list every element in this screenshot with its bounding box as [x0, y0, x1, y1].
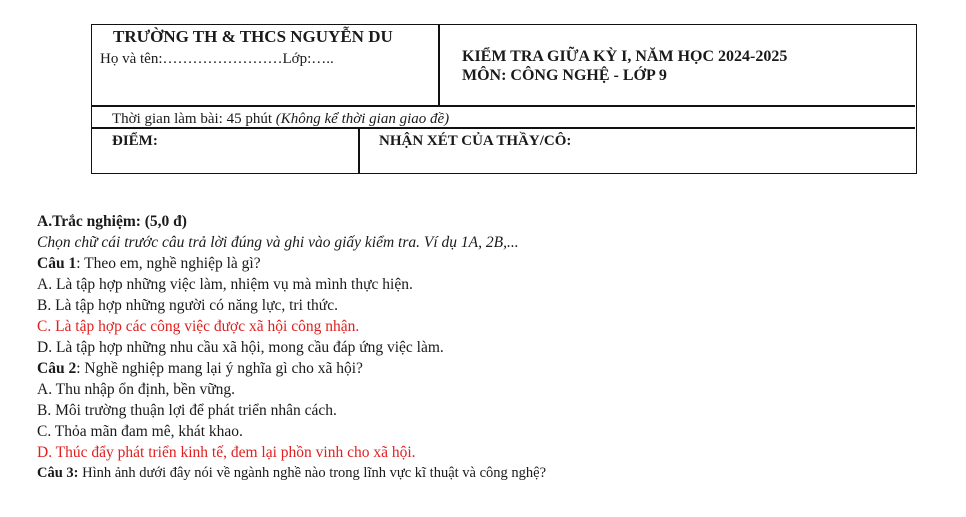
exam-content [37, 211, 546, 484]
time-allowed-note: (Không kể thời gian giao đề) [275, 111, 450, 127]
question-3 [37, 463, 546, 484]
question-2-option-c: C. Thỏa mãn đam mê, khát khao. [37, 423, 243, 440]
question-2-option-a: A. Thu nhập ổn định, bền vững. [37, 381, 235, 398]
exam-title: KIỂM TRA GIỮA KỲ I, NĂM HỌC 2024-2025 [462, 48, 788, 65]
exam-header-table [91, 24, 917, 174]
question-2-label: Câu 2 [37, 360, 77, 377]
header-divider-vertical-bottom [358, 127, 360, 173]
section-instruction: Chọn chữ cái trước câu trả lời đúng và ghi vào giấy kiểm tra. Ví dụ 1A, 2B,... [37, 234, 519, 251]
exam-subject: MÔN: CÔNG NGHỆ - LỚP 9 [462, 67, 667, 84]
question-1-text: : Theo em, nghề nghiệp là gì? [76, 255, 261, 272]
header-divider-horizontal-1 [92, 105, 915, 107]
question-2-option-d: D. Thúc đẩy phát triển kinh tế, đem lại phồn vinh cho xã hội. [37, 444, 416, 461]
question-3-text: Hình ảnh dưới đây nói về ngành nghề nào trong lĩnh vực kĩ thuật và công nghệ? [78, 465, 547, 481]
question-1-option-b: B. Là tập hợp những người có năng lực, tri thức. [37, 297, 338, 314]
question-3-label: Câu 3: [37, 465, 79, 481]
score-label: ĐIỂM: [112, 133, 158, 149]
school-name: TRƯỜNG TH & THCS NGUYỄN DU [113, 27, 393, 46]
header-divider-vertical-top [438, 25, 440, 105]
question-1 [37, 253, 546, 274]
question-2-text: : Nghề nghiệp mang lại ý nghĩa gì cho xã hội? [76, 360, 363, 377]
section-title: A.Trắc nghiệm: (5,0 đ) [37, 213, 187, 230]
question-1-option-d: D. Là tập hợp những nhu cầu xã hội, mong cầu đáp ứng việc làm. [37, 339, 444, 356]
question-1-label: Câu 1 [37, 255, 77, 272]
question-1-option-a: A. Là tập hợp những việc làm, nhiệm vụ mà mình thực hiện. [37, 276, 413, 293]
question-2-option-b: B. Môi trường thuận lợi để phát triển nhân cách. [37, 402, 337, 419]
question-2 [37, 358, 546, 379]
teacher-comment-label: NHẬN XÉT CỦA THẦY/CÔ: [379, 133, 572, 149]
student-name-field: Họ và tên:……………………Lớp:….. [100, 51, 334, 67]
question-1-option-c: C. Là tập hợp các công việc được xã hội công nhận. [37, 318, 360, 335]
time-allowed [112, 111, 449, 128]
time-allowed-text: Thời gian làm bài: 45 phút [112, 111, 276, 127]
